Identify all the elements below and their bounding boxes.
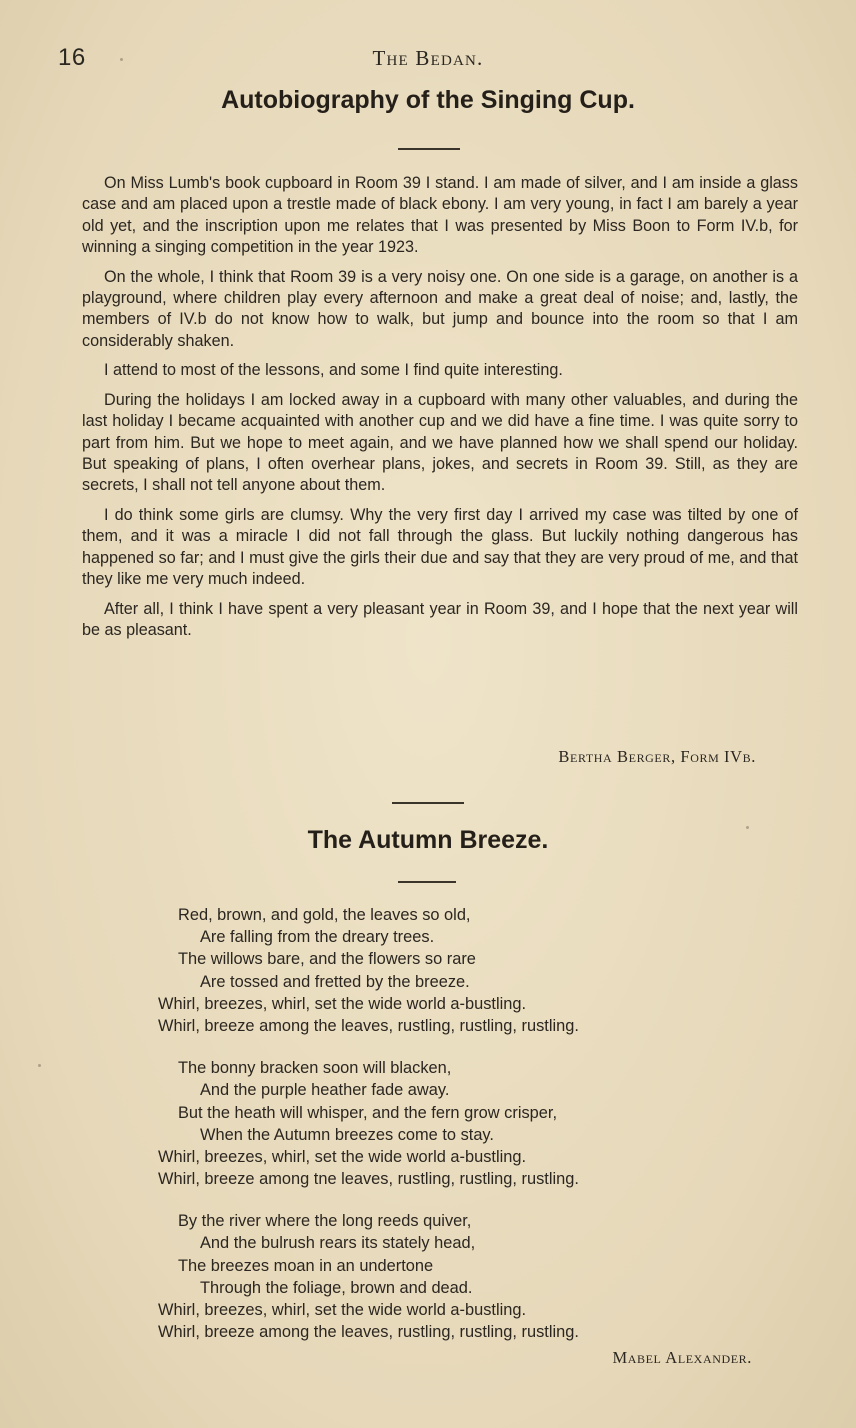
poem-author-signature: Mabel Alexander. bbox=[612, 1348, 752, 1367]
stanza bbox=[158, 904, 778, 1037]
poem-refrain: Whirl, breezes, whirl, set the wide world a-bustling. bbox=[158, 1301, 527, 1319]
paper-speck bbox=[746, 826, 749, 829]
poem-line: Red, brown, and gold, the leaves so old, bbox=[178, 906, 471, 924]
paragraph: On the whole, I think that Room 39 is a very noisy one. On one side is a garage, on another is a playground, where children play every afternoon and make a great deal of noise; and, lastly, the members of IV.b do not know how to walk, but jump and bounce into the room so that I am considerably shaken. bbox=[82, 267, 798, 350]
paragraph: I attend to most of the lessons, and some I find quite interesting. bbox=[104, 361, 563, 380]
poem-line: The willows bare, and the flowers so rare bbox=[178, 950, 476, 969]
paper-speck bbox=[38, 1064, 41, 1067]
article-body-singing-cup bbox=[82, 173, 798, 650]
poem-refrain: Whirl, breeze among the leaves, rustling, rustling, rustling. bbox=[158, 1323, 579, 1342]
poem-refrain: Whirl, breeze among tne leaves, rustling, rustling, rustling. bbox=[158, 1170, 579, 1189]
poem-line: When the Autumn breezes come to stay. bbox=[200, 1125, 494, 1144]
poem-line: The breezes moan in an undertone bbox=[178, 1256, 434, 1275]
paragraph: After all, I think I have spent a very pleasant year in Room 39, and I hope that the next year will be as pleasant. bbox=[82, 599, 798, 640]
paper-speck bbox=[120, 58, 123, 61]
poem-line: By the river where the long reeds quiver, bbox=[178, 1212, 472, 1231]
poem-line: Are falling from the dreary trees. bbox=[200, 928, 435, 947]
stanza bbox=[158, 1057, 778, 1190]
article-title-singing-cup: Autobiography of the Singing Cup. bbox=[221, 86, 635, 114]
poem-line: And the bulrush rears its stately head, bbox=[200, 1234, 476, 1253]
stanza bbox=[158, 1210, 778, 1343]
running-title: The Bedan. bbox=[372, 46, 484, 70]
author-signature: Bertha Berger, Form IVb. bbox=[558, 747, 756, 766]
title-rule bbox=[398, 881, 456, 883]
poem-refrain: Whirl, breezes, whirl, set the wide world a-bustling. bbox=[158, 1147, 527, 1166]
section-divider bbox=[392, 802, 464, 804]
title-rule bbox=[398, 148, 460, 150]
paragraph: During the holidays I am locked away in a cupboard with many other valuables, and during the last holiday I became acquainted with another cup and we did have a fine time. I was quite sorry to part from him. But we hope to meet again, and we have planned how we shall spend our holiday. But speaking of plans, I often overhear plans, jokes, and secrets in Room 39. Still, as they are secrets, I shall not tell anyone about them. bbox=[82, 391, 798, 495]
poem-line: But the heath will whisper, and the fern grow crisper, bbox=[178, 1103, 558, 1122]
poem-refrain: Whirl, breeze among the leaves, rustling, rustling, rustling. bbox=[158, 1016, 579, 1035]
poem-line: And the purple heather fade away. bbox=[200, 1081, 450, 1100]
poem-refrain: Whirl, breezes, whirl, set the wide world a-bustling. bbox=[158, 994, 527, 1013]
poem-body bbox=[158, 904, 778, 1363]
paragraph: I do think some girls are clumsy. Why the very first day I arrived my case was tilted by one of them, and it was a miracle I did not fall through the glass. But luckily nothing dangerous has happened so far; and I must give the girls their due and say that they are very proud of me, and that they like me very much indeed. bbox=[82, 506, 798, 589]
page-number: 16 bbox=[58, 44, 86, 71]
paragraph: On Miss Lumb's book cupboard in Room 39 I stand. I am made of silver, and I am inside a glass case and am placed upon a trestle made of black ebony. I am very young, in fact I am barely a year old yet, and the inscription upon me relates that I was presented by Miss Boon to Form IV.b, for winning a singing competition in the year 1923. bbox=[82, 174, 798, 256]
poem-line: Are tossed and fretted by the breeze. bbox=[200, 972, 470, 991]
poem-line: The bonny bracken soon will blacken, bbox=[178, 1059, 452, 1078]
poem-line: Through the foliage, brown and dead. bbox=[200, 1278, 473, 1297]
poem-title-autumn-breeze: The Autumn Breeze. bbox=[307, 826, 549, 854]
